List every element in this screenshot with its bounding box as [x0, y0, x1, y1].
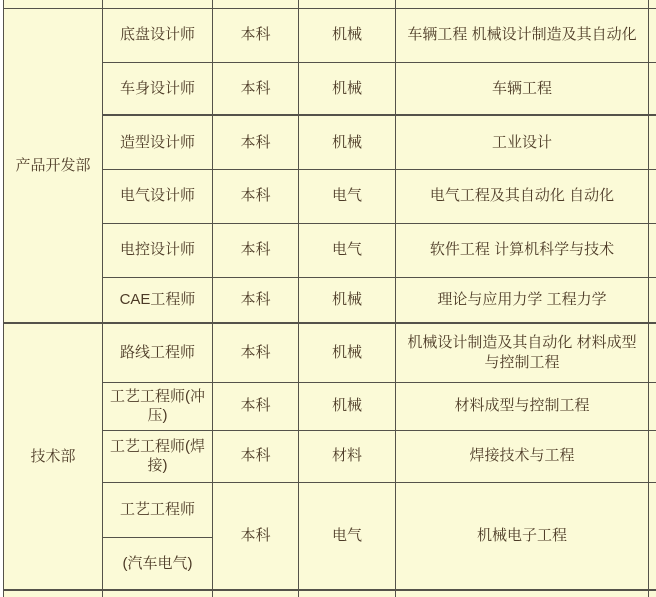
position-cell: 工艺工程师(冲压) [103, 382, 213, 430]
category-cell: 机械 [299, 8, 396, 62]
position-cell: (汽车电气) [103, 537, 213, 590]
partial-cell [299, 0, 396, 8]
major-cell: 车辆工程 机械设计制造及其自动化 [396, 8, 649, 62]
cutoff-column-cell [649, 169, 656, 223]
partial-row-bottom [4, 590, 656, 597]
partial-cell [4, 590, 103, 597]
education-cell: 本科 [213, 8, 299, 62]
recruitment-table [3, 0, 656, 597]
education-cell: 本科 [213, 430, 299, 482]
position-cell: CAE工程师 [103, 277, 213, 323]
category-cell: 机械 [299, 382, 396, 430]
category-cell: 机械 [299, 62, 396, 115]
category-cell: 机械 [299, 115, 396, 169]
partial-cell [103, 0, 213, 8]
partial-cell [649, 0, 656, 8]
table-row [4, 323, 656, 382]
department-cell: 技术部 [4, 323, 103, 590]
cutoff-column-cell [649, 482, 656, 590]
position-cell: 车身设计师 [103, 62, 213, 115]
education-cell: 本科 [213, 169, 299, 223]
category-cell: 电气 [299, 482, 396, 590]
category-cell: 电气 [299, 223, 396, 277]
table-row [4, 8, 656, 62]
department-cell: 产品开发部 [4, 8, 103, 323]
cutoff-column-cell [649, 62, 656, 115]
category-cell: 电气 [299, 169, 396, 223]
cutoff-column-cell [649, 277, 656, 323]
position-cell: 工艺工程师 [103, 482, 213, 537]
education-cell: 本科 [213, 277, 299, 323]
position-cell: 电控设计师 [103, 223, 213, 277]
cutoff-column-cell [649, 430, 656, 482]
partial-cell [396, 0, 649, 8]
major-cell: 理论与应用力学 工程力学 [396, 277, 649, 323]
cutoff-column-cell [649, 382, 656, 430]
education-cell: 本科 [213, 115, 299, 169]
position-cell: 路线工程师 [103, 323, 213, 382]
partial-cell [649, 590, 656, 597]
category-cell: 机械 [299, 323, 396, 382]
category-cell: 材料 [299, 430, 396, 482]
cutoff-column-cell [649, 115, 656, 169]
partial-cell [103, 590, 213, 597]
partial-row-top [4, 0, 656, 8]
cutoff-column-cell [649, 223, 656, 277]
cutoff-column-cell [649, 8, 656, 62]
major-cell: 材料成型与控制工程 [396, 382, 649, 430]
position-cell: 电气设计师 [103, 169, 213, 223]
major-cell: 机械电子工程 [396, 482, 649, 590]
partial-cell [213, 0, 299, 8]
education-cell: 本科 [213, 223, 299, 277]
major-cell: 机械设计制造及其自动化 材料成型与控制工程 [396, 323, 649, 382]
partial-cell [4, 0, 103, 8]
category-cell: 机械 [299, 277, 396, 323]
position-cell: 造型设计师 [103, 115, 213, 169]
major-cell: 车辆工程 [396, 62, 649, 115]
cutoff-column-cell [649, 323, 656, 382]
education-cell: 本科 [213, 382, 299, 430]
major-cell: 电气工程及其自动化 自动化 [396, 169, 649, 223]
position-cell: 底盘设计师 [103, 8, 213, 62]
partial-cell [299, 590, 396, 597]
education-cell: 本科 [213, 323, 299, 382]
education-cell: 本科 [213, 482, 299, 590]
position-cell: 工艺工程师(焊接) [103, 430, 213, 482]
partial-cell [396, 590, 649, 597]
education-cell: 本科 [213, 62, 299, 115]
partial-cell [213, 590, 299, 597]
major-cell: 焊接技术与工程 [396, 430, 649, 482]
major-cell: 软件工程 计算机科学与技术 [396, 223, 649, 277]
major-cell: 工业设计 [396, 115, 649, 169]
